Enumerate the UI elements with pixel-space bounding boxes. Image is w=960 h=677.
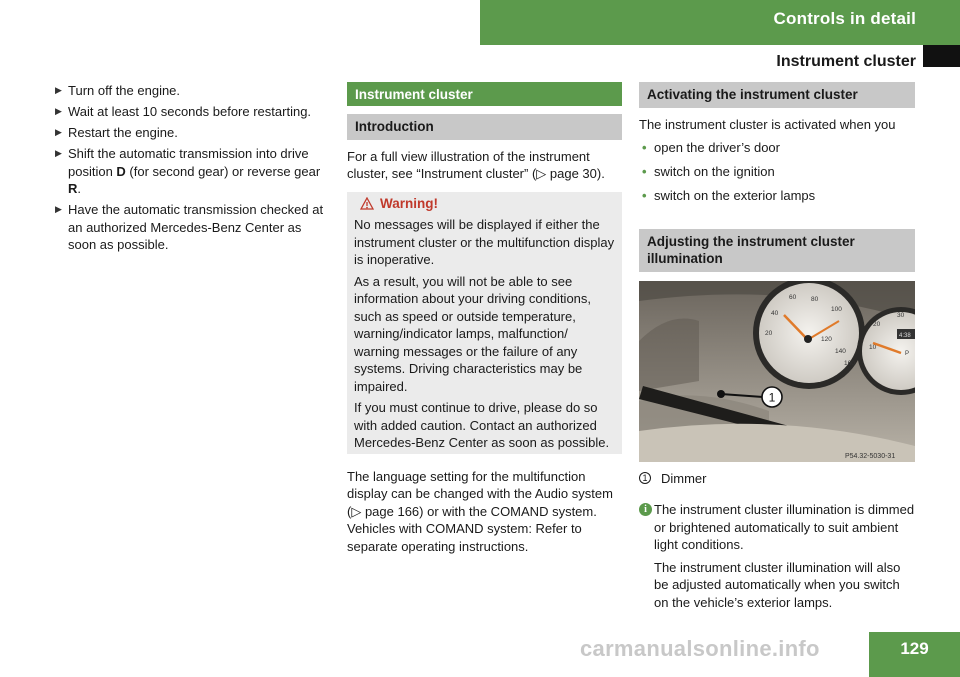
gear-r: R bbox=[68, 181, 78, 196]
svg-text:140: 140 bbox=[835, 347, 846, 355]
instrument-cluster-photo bbox=[639, 281, 915, 462]
arrow-icon: ▶ bbox=[55, 85, 62, 95]
svg-text:120: 120 bbox=[821, 335, 832, 343]
list-item: • switch on the ignition bbox=[642, 164, 775, 179]
middle-column bbox=[347, 82, 622, 555]
list-item: • open the driver’s door bbox=[642, 140, 780, 155]
info-icon: i bbox=[639, 503, 652, 516]
svg-text:160: 160 bbox=[844, 359, 855, 367]
warning-paragraph: No messages will be displayed if either the instrument cluster or the multifunction display is inoperative. bbox=[354, 217, 615, 267]
clock-display: 4:38 bbox=[899, 332, 911, 339]
info-paragraph: The instrument cluster illumination will also be adjusted automatically when you switch on the vehicle’s exterior lamps. bbox=[654, 559, 901, 610]
watermark: carmanualsonline.info bbox=[580, 636, 820, 661]
intro-paragraph: For a full view illustration of the instrument cluster, see “Instrument cluster” (▷ page 30). bbox=[347, 148, 605, 181]
svg-text:60: 60 bbox=[789, 293, 797, 301]
svg-text:20: 20 bbox=[873, 320, 881, 328]
step-item: ▶ Wait at least 10 seconds before restarting. bbox=[55, 104, 312, 119]
info-paragraph: The instrument cluster illumination is dimmed or brightened automatically to suit ambient light conditions. bbox=[654, 502, 915, 552]
svg-text:80: 80 bbox=[811, 295, 819, 303]
legend-number: 1 bbox=[639, 472, 651, 484]
warning-box bbox=[347, 192, 622, 454]
language-paragraph: The language setting for the multifunction display can be changed with the Audio system (▷ page 166) or with the COMAND system. Vehicles with COMAND system: Refer to separate operating instructions. bbox=[347, 468, 613, 554]
svg-text:40: 40 bbox=[771, 309, 779, 317]
callout-number: 1 bbox=[768, 390, 776, 404]
bullet-icon: • bbox=[642, 140, 647, 155]
arrow-icon: ▶ bbox=[55, 106, 62, 116]
svg-text:20: 20 bbox=[765, 329, 773, 337]
arrow-icon: ▶ bbox=[55, 204, 62, 214]
activating-heading: Activating the instrument cluster bbox=[639, 82, 915, 108]
arrow-icon: ▶ bbox=[55, 148, 62, 158]
list-item: • switch on the exterior lamps bbox=[642, 188, 816, 203]
svg-text:100: 100 bbox=[831, 305, 842, 313]
step-item: ▶ Restart the engine. bbox=[55, 125, 178, 140]
bullet-icon: • bbox=[642, 164, 647, 179]
warning-heading: Warning! bbox=[360, 195, 615, 213]
section-title: Controls in detail bbox=[773, 9, 916, 28]
warning-triangle-icon bbox=[360, 197, 374, 210]
step-item: ▶ Turn off the engine. bbox=[55, 83, 181, 98]
procedure-steps bbox=[55, 82, 331, 254]
subsection-title: Instrument cluster bbox=[776, 53, 916, 70]
step-item: ▶ Shift the automatic transmission into drive position D (for second gear) or reverse gear R. bbox=[55, 146, 321, 196]
legend-label: Dimmer bbox=[661, 470, 707, 486]
right-column bbox=[639, 82, 915, 611]
subsection-heading: Introduction bbox=[347, 114, 622, 140]
arrow-icon: ▶ bbox=[55, 127, 62, 137]
header-tab-marker bbox=[923, 45, 960, 67]
image-code: P54.32-5030-31 bbox=[845, 452, 896, 460]
legend bbox=[639, 470, 915, 488]
adjusting-heading: Adjusting the instrument cluster illumination bbox=[639, 229, 915, 272]
warning-paragraph: If you must continue to drive, please do so with added caution. Contact an authorized Mercedes-Benz Center as soon as possible. bbox=[354, 400, 610, 450]
activating-intro: The instrument cluster is activated when you bbox=[639, 116, 896, 132]
info-note bbox=[639, 501, 915, 611]
section-heading: Instrument cluster bbox=[347, 82, 622, 106]
bullet-icon: • bbox=[642, 188, 647, 203]
svg-text:10: 10 bbox=[869, 343, 877, 351]
svg-text:30: 30 bbox=[897, 311, 905, 319]
left-column bbox=[55, 82, 331, 257]
gear-d: D bbox=[116, 163, 126, 179]
gear-indicator: P bbox=[905, 350, 910, 357]
page-number: 129 bbox=[869, 632, 960, 677]
warning-paragraph: As a result, you will not be able to see information about your driving conditions, such as speed or outside temperature, warning/indicator lamps, malfunction/ warning messages or the failure of any systems. Driving characteristics may be impaired. bbox=[354, 273, 592, 394]
activating-list bbox=[639, 139, 915, 205]
step-item: ▶ Have the automatic transmission checked at an authorized Mercedes-Benz Center as soon as possible. bbox=[55, 202, 324, 252]
